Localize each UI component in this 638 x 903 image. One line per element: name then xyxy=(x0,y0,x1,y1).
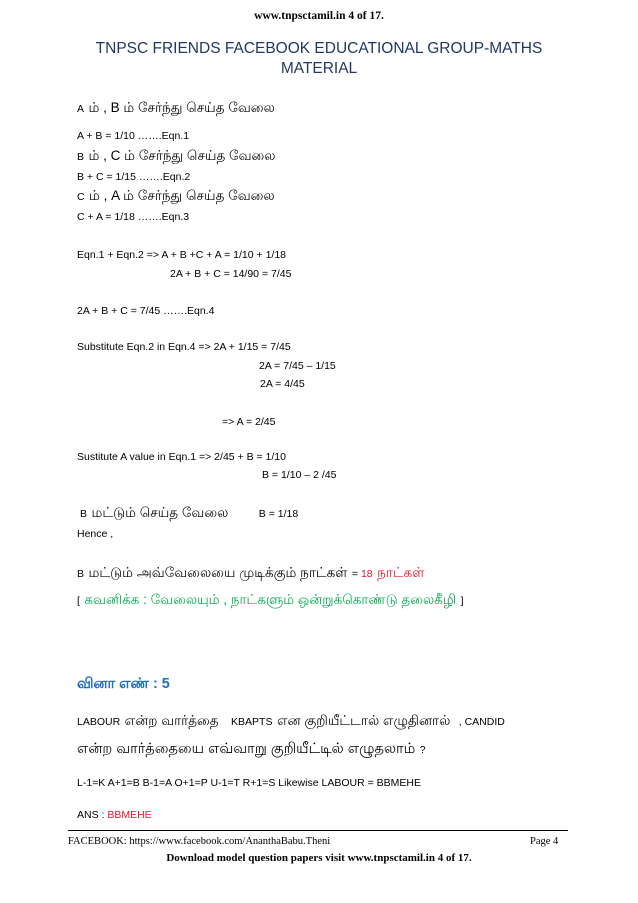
tamil-text: என குறியீட்டால் எழுதினால் xyxy=(276,713,451,728)
tamil-text: ம் , B ம் சேர்ந்து செய்த வேலை xyxy=(88,100,275,115)
substitute-step-1: 2A = 7/45 – 1/15 xyxy=(259,360,336,372)
header-source-line: www.tnpsctamil.in 4 of 17. xyxy=(254,10,384,22)
question-line-1 xyxy=(77,712,505,731)
answer-value: BBMEHE xyxy=(107,809,152,821)
b-calc: B = 1/10 – 2 /45 xyxy=(262,469,337,481)
page-title-line1: TNPSC FRIENDS FACEBOOK EDUCATIONAL GROUP-MATHS xyxy=(95,40,543,57)
line-b-c-work xyxy=(77,147,276,166)
footer-facebook-link[interactable]: FACEBOOK: https://www.facebook.com/AnanthaBabu.Theni xyxy=(68,836,331,847)
equals: = xyxy=(351,568,361,580)
explanation-line: L-1=K A+1=B B-1=A O+1=P U-1=T R+1=S Likewise LABOUR = BBMEHE xyxy=(77,777,421,789)
word-labour: LABOUR xyxy=(77,716,121,728)
substitute-step-2: 2A = 4/45 xyxy=(260,378,305,390)
question-heading: வினா எண் : 5 xyxy=(77,676,170,692)
line-prefix: B xyxy=(80,508,88,520)
footer-divider xyxy=(68,830,568,831)
answer-line xyxy=(77,809,152,821)
bracket-open: [ xyxy=(77,595,80,607)
tamil-text: என்ற வார்த்தையை எவ்வாறு குறியீட்டில் எழுதலாம் xyxy=(77,741,416,757)
b-only-work xyxy=(80,504,298,523)
b-value: B = 1/18 xyxy=(258,508,299,520)
line-c-a-work xyxy=(77,187,275,206)
line-prefix: B xyxy=(77,151,85,163)
a-result: => A = 2/45 xyxy=(222,416,276,428)
tamil-text: என்ற வார்த்தை xyxy=(124,713,219,728)
equation-4: 2A + B + C = 7/45 …….Eqn.4 xyxy=(77,305,215,317)
sustitute-line: Sustitute A value in Eqn.1 => 2/45 + B = 1/10 xyxy=(77,451,286,463)
word-candid: , CANDID xyxy=(458,716,505,728)
line-prefix: B xyxy=(77,568,85,580)
equation-2: B + C = 1/15 …….Eqn.2 xyxy=(77,171,191,183)
equation-1: A + B = 1/10 …….Eqn.1 xyxy=(77,130,190,142)
answer-label: ANS : xyxy=(77,809,108,821)
page-title-line2: MATERIAL xyxy=(280,60,358,77)
days-number: 18 xyxy=(360,568,373,580)
sum-eqn1-eqn2: Eqn.1 + Eqn.2 => A + B +C + A = 1/10 + 1/18 xyxy=(77,249,287,261)
days-word: நாட்கள் xyxy=(377,565,425,580)
question-line-2 xyxy=(77,740,426,759)
line-prefix: C xyxy=(77,191,85,203)
sum-result: 2A + B + C = 14/90 = 7/45 xyxy=(170,268,292,280)
bracket-close: ] xyxy=(460,595,464,607)
line-a-b-work xyxy=(77,99,275,118)
tamil-text: ம் , C ம் சேர்ந்து செய்த வேலை xyxy=(88,148,276,163)
substitute-line: Substitute Eqn.2 in Eqn.4 => 2A + 1/15 = 7/45 xyxy=(77,341,291,353)
equation-3: C + A = 1/18 …….Eqn.3 xyxy=(77,211,190,223)
note-tamil: கவனிக்க : வேலையும் , நாட்களும் ஒன்றுக்கொண்டு தலைகீழி xyxy=(84,592,457,607)
line-prefix: A xyxy=(77,103,85,115)
b-days-line xyxy=(77,564,424,583)
question-mark: ? xyxy=(419,744,426,756)
hence-label: Hence , xyxy=(77,528,114,540)
tamil-text: ம் , A ம் சேர்ந்து செய்த வேலை xyxy=(89,188,275,203)
footer-download-line: Download model question papers visit www.tnpsctamil.in 4 of 17. xyxy=(166,852,472,864)
tamil-text: மட்டும் அவ்வேலையை முடிக்கும் நாட்கள் xyxy=(88,565,348,580)
note-line xyxy=(77,591,463,610)
footer-page-number: Page 4 xyxy=(530,836,559,847)
word-kbapts: KBAPTS xyxy=(231,716,273,728)
tamil-text: மட்டும் செய்த வேலை xyxy=(91,505,229,520)
